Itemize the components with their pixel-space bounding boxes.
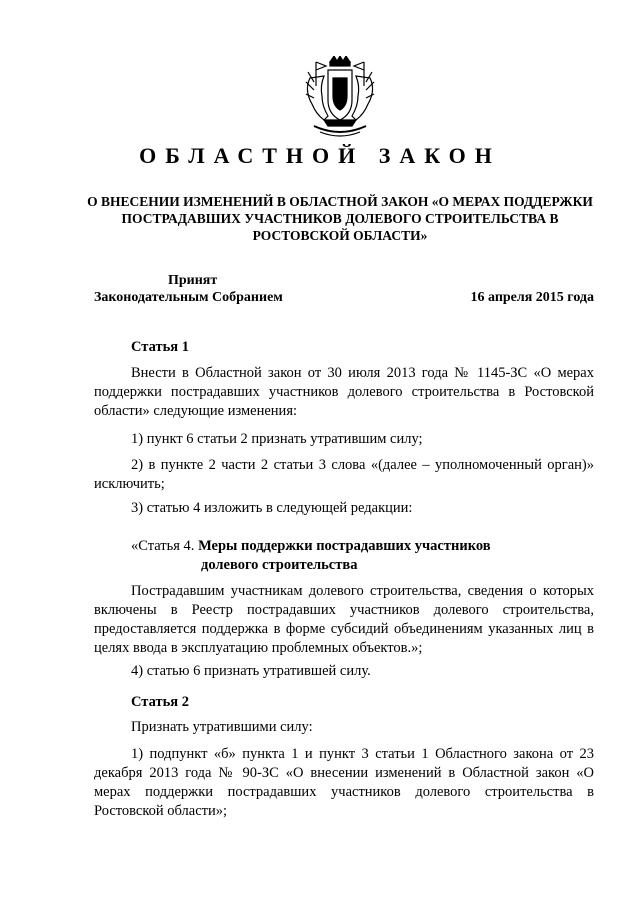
article-1-intro: Внести в Областной закон от 30 июля 2013 года № 1145-ЗС «О мерах поддержки пострадавших участников долевого строительства в Ростовской области» следующие изменения: bbox=[94, 365, 594, 419]
law-title: ОБЛАСТНОЙ ЗАКОН bbox=[139, 143, 501, 168]
adoption-body: Законодательным Собранием bbox=[94, 290, 283, 305]
article-1-item-1: 1) пункт 6 статьи 2 признать утратившим силу; bbox=[131, 431, 423, 447]
adoption-label: Принят bbox=[168, 273, 218, 288]
article-1-item-3: 3) статью 4 изложить в следующей редакции: bbox=[131, 500, 413, 516]
law-subtitle: О ВНЕСЕНИИ ИЗМЕНЕНИЙ В ОБЛАСТНОЙ ЗАКОН «О МЕРАХ ПОДДЕРЖКИ ПОСТРАДАВШИХ УЧАСТНИКОВ ДОЛЕВОГО СТРОИТЕЛЬСТВА В РОСТОВСКОЙ ОБЛАСТИ» bbox=[87, 194, 593, 243]
quoted-article-title-line-1: Меры поддержки пострадавших участников bbox=[198, 538, 491, 554]
article-1-item-2: 2) в пункте 2 части 2 статьи 3 слова «(далее – уполномоченный орган)» исключить; bbox=[94, 457, 594, 492]
adoption-date: 16 апреля 2015 года bbox=[470, 290, 594, 305]
coat-of-arms-icon bbox=[300, 56, 380, 140]
quoted-article-text: Пострадавшим участникам долевого строительства, сведения о которых включены в Реестр пострадавших участников долевого строительства, предоставляется поддержка в форме субсидий объединениям указанных лиц в целях ввода в эксплуатацию проблемных объектов.»; bbox=[94, 583, 594, 656]
quoted-article-heading bbox=[131, 537, 491, 575]
article-2-item-1: 1) подпункт «б» пункта 1 и пункт 3 статьи 1 Областного закона от 23 декабря 2013 года № 90-ЗС «О внесении изменений в Областной закон «О мерах поддержки пострадавших участников долевого строительства в Ростовской области»; bbox=[94, 746, 594, 819]
article-2-heading: Статья 2 bbox=[131, 694, 189, 710]
article-2-intro: Признать утратившими силу: bbox=[131, 719, 313, 735]
quoted-article-prefix: «Статья 4. bbox=[131, 538, 195, 554]
article-1-item-4: 4) статью 6 признать утратившей силу. bbox=[131, 663, 371, 679]
article-1-heading: Статья 1 bbox=[131, 339, 189, 355]
quoted-article-title-line-2: долевого строительства bbox=[201, 557, 358, 573]
